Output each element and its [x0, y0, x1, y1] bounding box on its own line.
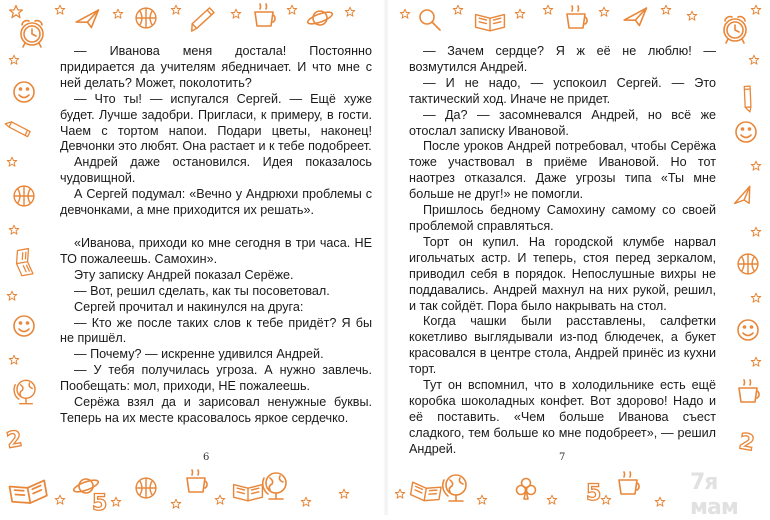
planet-icon — [306, 10, 333, 26]
paragraph: Серёжа взял да и зарисовал ненужные буквы. Теперь на их месте красовалось яркое сердечко. — [60, 395, 372, 425]
number-doodle-icon: 5 — [586, 481, 602, 506]
cup-icon — [255, 4, 275, 26]
paragraph: — У тебя получилась угроза. А нужно завлечь. Пообещать: мол, приходи, НЕ пожалеешь. — [60, 363, 372, 394]
alarm-clock-icon — [21, 21, 43, 47]
star-icon — [9, 225, 19, 234]
paragraph: Торт он купил. На городской клумбе нарвал игольчатых астр. И теперь, стоя перед зеркалом, приводил себя в порядок. Непослушные вихры не поддавались. Андрей махнул на них рукой, решил, и так сойдёт. Пора было накрывать на стол. — [409, 234, 716, 313]
paragraph: Пришлось бедному Самохину самому со своей проблемой справляться. — [409, 203, 716, 233]
globe-icon — [14, 380, 35, 403]
paragraph: Когда чашки были расставлены, салфетки кокетливо выглядывали из-под блюдечек, а букет красовался в центре стола, Андрей принёс из кухни торт. — [409, 314, 716, 377]
right-page-text — [409, 44, 716, 458]
star-icon — [7, 157, 17, 166]
star-icon — [55, 5, 65, 14]
star-icon — [171, 5, 181, 14]
ball-icon — [136, 478, 156, 498]
paragraph: — Кто же после таких слов к тебе придёт? Я бы не пришёл. — [60, 315, 372, 346]
star-icon — [171, 499, 181, 508]
star-icon — [687, 11, 697, 20]
smiley-icon — [14, 82, 34, 102]
number-doodle-icon: 5 — [92, 491, 108, 515]
cup-icon — [187, 470, 207, 492]
paper-plane-icon — [731, 186, 757, 209]
paragraph: — Иванова меня достала! Постоянно придирается да учителям ябедничает. И что мне с ней делать? Может, поколотить? — [60, 44, 372, 90]
star-icon — [215, 495, 225, 504]
note-paragraph: «Иванова, приходи ко мне сегодня в три часа. НЕ ТО пожалеешь. Самохин». — [60, 235, 372, 266]
star-icon — [339, 489, 349, 498]
paragraph: А Сергей подумал: «Вечно у Андрюхи проблемы с девчонками, а мне приходится их решать». — [60, 187, 372, 218]
star-icon — [477, 495, 487, 504]
star-icon — [7, 291, 17, 300]
star-icon — [751, 5, 761, 14]
star-icon — [515, 9, 525, 18]
smiley-icon — [14, 316, 34, 336]
star-icon — [395, 489, 405, 498]
smiley-icon — [738, 320, 758, 340]
star-icon — [599, 7, 609, 16]
globe-icon — [443, 475, 466, 501]
cup-icon — [619, 472, 639, 494]
star-icon — [655, 497, 665, 506]
star-icon — [287, 5, 297, 14]
alarm-clock-icon — [724, 17, 746, 43]
paragraph: — Почему? — искренне удивился Андрей. — [74, 347, 324, 362]
star-icon — [301, 497, 311, 506]
star-icon — [751, 357, 761, 366]
page-number-left: 6 — [203, 452, 210, 463]
paragraph: Тут он вспомнил, что в холодильнике есть ещё коробка шоколадных конфет. Вот здорово! Надо и её поставить. «Чем больше Иванова съест сладкого, тем больше ко мне подобреет», — решил Андрей. — [409, 378, 716, 456]
paragraph: — Что ты! — испугался Сергей. — Ещё хуже будет. Лучше задобри. Пригласи, к примеру, в гости. Чаем с тортом напои. Подари цветы, наконец! Девчонки это любят. Она растает и к тебе подобреет. — [60, 91, 372, 154]
paragraph: — Зачем сердце? Я ж её не люблю! — возмутился Андрей. — [409, 44, 716, 74]
star-icon — [231, 9, 241, 18]
paper-plane-icon — [75, 10, 101, 30]
book-icon — [476, 15, 505, 31]
cup-icon — [739, 380, 759, 402]
star-icon — [547, 495, 557, 504]
star-icon — [661, 5, 671, 14]
magnifier-icon — [420, 10, 440, 30]
watermark-logo: 7я мам — [690, 470, 738, 520]
book-gutter — [383, 0, 389, 515]
paper-plane-icon — [623, 8, 649, 28]
smiley-icon — [736, 122, 756, 142]
book-icon — [410, 482, 441, 503]
paragraph: Сергей прочитал и накинулся на друга: — [74, 299, 304, 314]
star-icon — [453, 5, 463, 14]
left-page-text — [60, 44, 372, 427]
star-icon — [751, 293, 761, 302]
star-icon — [113, 9, 123, 18]
star-icon — [751, 161, 761, 170]
star-icon — [111, 497, 121, 506]
star-icon — [9, 55, 19, 64]
paragraph: Эту записку Андрей показал Серёже. — [74, 267, 294, 282]
number-doodle-icon: 2 — [4, 426, 25, 454]
pencil-icon — [188, 7, 216, 31]
ball-icon — [738, 254, 758, 274]
star-icon — [9, 355, 19, 364]
paragraph: После уроков Андрей потребовал, чтобы Серёжа тоже участвовал в приёме Ивановой. Но тот наотрез отказался. Даже угрозы типа «Ты мне больше не друг!» не помогли. — [409, 139, 716, 202]
book-icon — [10, 480, 48, 506]
star-icon — [749, 55, 759, 64]
paragraph: Андрей даже остановился. Идея показалось чудовищной. — [60, 155, 372, 186]
star-icon — [10, 6, 23, 18]
paragraph: — Да? — засомневался Андрей, но всё же отослал записку Ивановой. — [409, 107, 716, 138]
page-number-right: 7 — [559, 452, 566, 463]
paragraph: — Вот, решил сделать, как ты посоветовал. — [74, 283, 330, 298]
ball-icon — [136, 8, 156, 28]
ball-icon — [14, 186, 34, 206]
star-icon — [400, 9, 410, 18]
star-icon — [345, 7, 355, 16]
book-icon — [234, 485, 263, 501]
book-icon — [14, 249, 33, 277]
star-icon — [55, 495, 65, 504]
cup-icon — [567, 6, 587, 28]
star-icon — [601, 495, 611, 504]
pencil-icon — [735, 84, 761, 112]
pencil-icon — [5, 115, 31, 143]
club-icon — [517, 479, 536, 500]
star-icon — [751, 227, 761, 236]
globe-icon — [263, 473, 286, 499]
star-icon — [543, 5, 553, 14]
number-doodle-icon: 2 — [736, 429, 757, 457]
paragraph: — И не надо, — успокоил Сергей. — Это тактический ход. Иначе не придет. — [409, 75, 716, 106]
